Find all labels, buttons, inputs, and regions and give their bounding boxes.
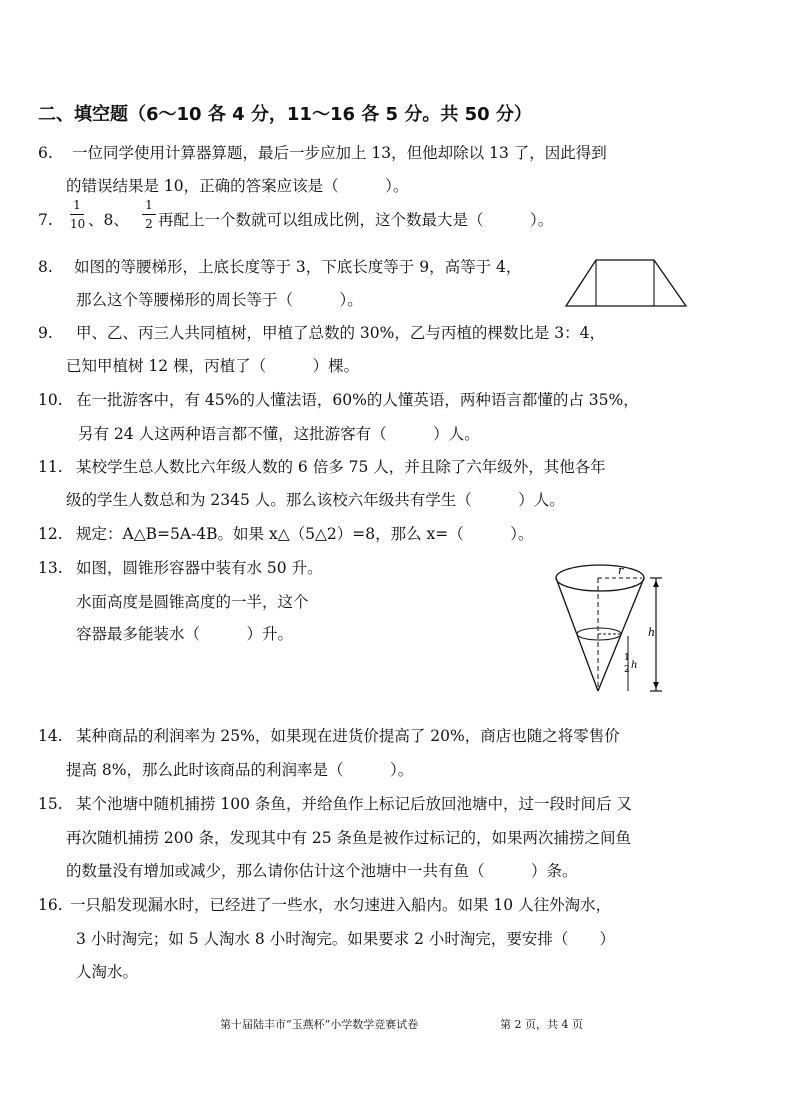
q16-line2: 3 小时淘完；如 5 人淘水 8 小时淘完。如果要求 2 小时淘完，要安排（ ）	[76, 930, 615, 948]
trapezoid-figure	[560, 258, 690, 310]
q13-line2: 水面高度是圆锥高度的一半，这个	[76, 593, 309, 611]
q7-fraction2-denominator: 2	[145, 217, 153, 231]
section-title: 二、填空题（6～10 各 4 分，11～16 各 5 分。共 50 分）	[38, 104, 532, 125]
q6-number: 6.	[38, 144, 53, 162]
q8-line2: 那么这个等腰梯形的周长等于（ ）。	[76, 291, 363, 309]
q12-number: 12.	[38, 525, 63, 543]
q15-number: 15.	[38, 795, 63, 813]
cone-figure	[548, 556, 678, 698]
cone-half-denominator: 2	[624, 665, 630, 675]
q7-fraction2-bar	[142, 214, 156, 215]
q9-line1: 甲、乙、丙三人共同植树，甲植了总数的 30%，乙与丙植的棵数比是 3：4，	[76, 324, 606, 342]
q6-line1: 一位同学使用计算器算题，最后一步应加上 13，但他却除以 13 了，因此得到	[72, 144, 607, 162]
q16-line3: 人淘水。	[76, 963, 139, 981]
q8-number: 8.	[38, 258, 53, 276]
q15-line3: 的数量没有增加或减少，那么请你估计这个池塘中一共有鱼（ ）条。	[66, 862, 578, 880]
q6-line2: 的错误结果是 10，正确的答案应该是（ ）。	[66, 177, 409, 195]
q14-number: 14.	[38, 727, 63, 745]
q13-line3: 容器最多能装水（ ）升。	[76, 625, 294, 643]
q7-fraction2-numerator: 1	[145, 198, 153, 212]
cone-half-h-label: h	[631, 660, 638, 671]
footer-exam-title: 第十届陆丰市“玉燕杯”小学数学竞赛试卷	[220, 1018, 419, 1031]
q10-line2: 另有 24 人这两种语言都不懂，这批游客有（ ）人。	[78, 425, 480, 443]
q7-fraction1-denominator: 10	[70, 217, 86, 231]
q7-fraction1-numerator: 1	[73, 198, 81, 212]
q7-rest: 再配上一个数就可以组成比例，这个数最大是（ ）。	[158, 211, 554, 229]
q10-number: 10.	[38, 391, 63, 409]
q11-line1: 某校学生总人数比六年级人数的 6 倍多 75 人，并且除了六年级外，其他各年	[76, 458, 606, 476]
q15-line2: 再次随机捕捞 200 条，发现其中有 25 条鱼是被作过标记的，如果两次捕捞之间鱼	[66, 829, 632, 847]
q14-line1: 某种商品的利润率为 25%，如果现在进货价提高了 20%，商店也随之将零售价	[76, 727, 620, 745]
q13-line1: 如图，圆锥形容器中装有水 50 升。	[76, 559, 323, 577]
q8-line1: 如图的等腰梯形，上底长度等于 3，下底长度等于 9，高等于 4，	[74, 258, 522, 276]
q16-line1: 一只船发现漏水时，已经进了一些水，水匀速进入船内。如果 10 人往外淘水，	[70, 896, 612, 914]
q15-line1: 某个池塘中随机捕捞 100 条鱼，并给鱼作上标记后放回池塘中，过一段时间后 又	[76, 795, 632, 813]
q13-number: 13.	[38, 559, 63, 577]
q9-line2: 已知甲植树 12 棵，丙植了（ ）棵。	[66, 357, 360, 375]
cone-height-label: h	[648, 626, 656, 639]
q9-number: 9.	[38, 324, 53, 342]
cone-radius-label: r	[618, 564, 624, 577]
q11-number: 11.	[38, 458, 63, 476]
q7-fraction1-bar	[70, 214, 84, 215]
cone-half-numerator: 1	[624, 653, 630, 663]
q7-middle: 、8、	[88, 211, 129, 229]
q11-line2: 级的学生人数总和为 2345 人。那么该校六年级共有学生（ ）人。	[66, 491, 565, 509]
q12-line1: 规定：A△B=5A-4B。如果 x△（5△2）=8，那么 x=（ ）。	[76, 525, 534, 543]
q10-line1: 在一批游客中，有 45%的人懂法语，60%的人懂英语，两种语言都懂的占 35%，	[76, 391, 639, 409]
footer-page-number: 第 2 页，共 4 页	[500, 1018, 583, 1031]
q16-number: 16.	[38, 896, 63, 914]
q7-number: 7.	[38, 211, 53, 229]
q14-line2: 提高 8%，那么此时该商品的利润率是（ ）。	[66, 761, 414, 779]
